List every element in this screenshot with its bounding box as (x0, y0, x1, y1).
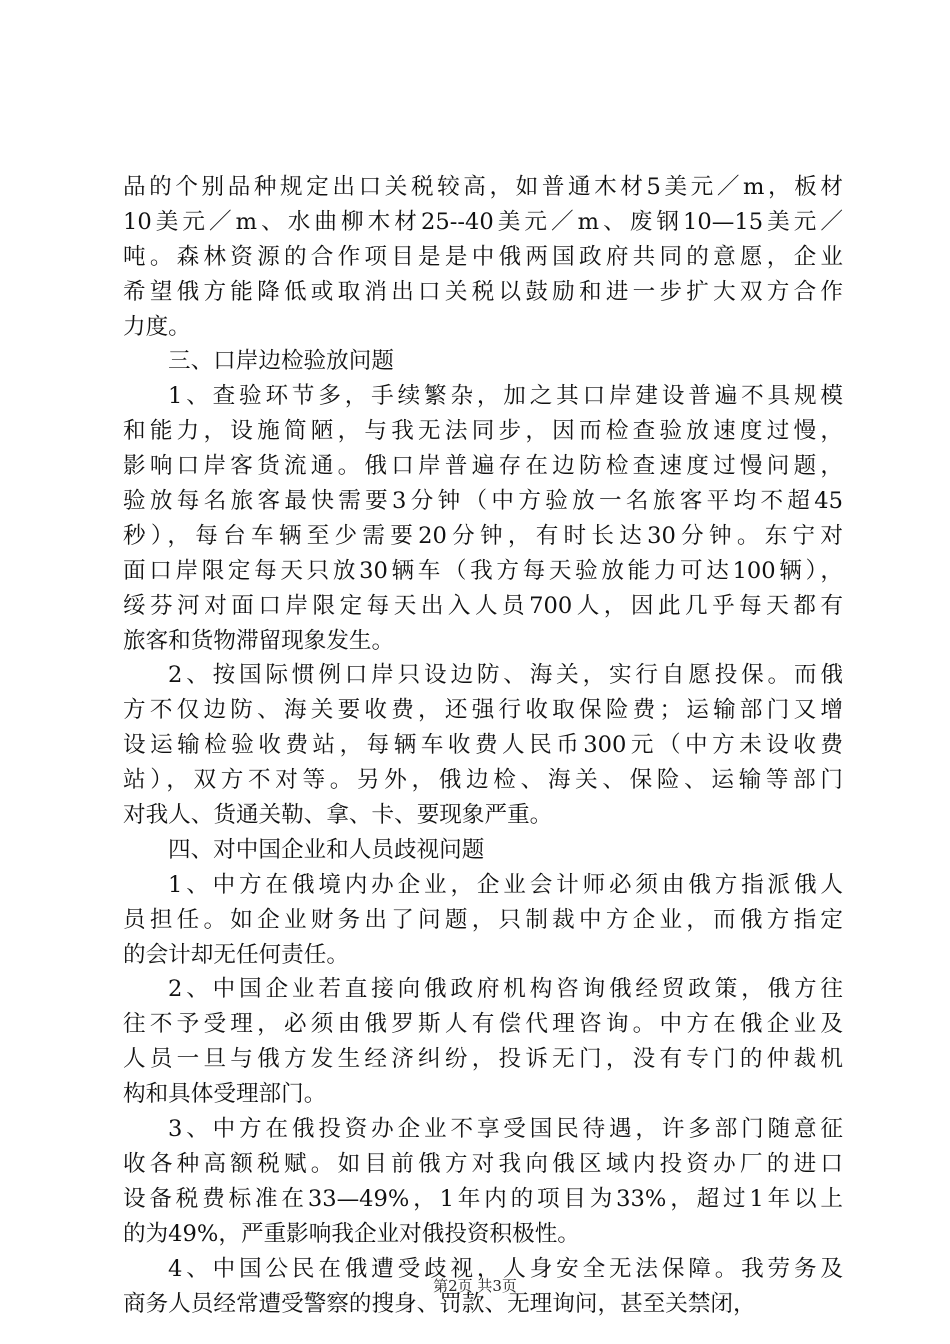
text-line: 面口岸限定每天只放30辆车（我方每天验放能力可达100辆）， (123, 557, 843, 584)
text-line: 3、中方在俄投资办企业不享受国民待遇，许多部门随意征 (168, 1116, 843, 1143)
text-line: 人员一旦与俄方发生经济纠纷，投诉无门，没有专门的仲裁机 (123, 1046, 843, 1073)
text-line: 的会计却无任何责任。 (123, 941, 349, 968)
text-line: 希望俄方能降低或取消出口关税以鼓励和进一步扩大双方合作 (123, 278, 843, 305)
text-line: 力度。 (123, 313, 191, 340)
text-line: 和能力，设施简陋，与我无法同步，因而检查验放速度过慢， (123, 418, 843, 445)
text-line: 1、查验环节多，手续繁杂，加之其口岸建设普遍不具规模 (168, 383, 843, 410)
text-line: 构和具体受理部门。 (123, 1081, 327, 1108)
text-line: 旅客和货物滞留现象发生。 (123, 627, 395, 654)
text-line: 2、按国际惯例口岸只设边防、海关，实行自愿投保。而俄 (168, 662, 843, 689)
text-line: 验放每名旅客最快需要3分钟（中方验放一名旅客平均不超45 (123, 488, 843, 515)
text-line: 往不予受理，必须由俄罗斯人有偿代理咨询。中方在俄企业及 (123, 1011, 843, 1038)
page-footer: 第2页 共3页 (433, 1277, 517, 1295)
text-line: 设运输检验收费站，每辆车收费人民币300元（中方未设收费 (123, 732, 843, 759)
text-line: 四、对中国企业和人员歧视问题 (168, 836, 485, 863)
text-line: 品的个别品种规定出口关税较高，如普通木材5美元／m，板材 (123, 174, 843, 200)
text-line: 站），双方不对等。另外，俄边检、海关、保险、运输等部门 (123, 767, 843, 794)
text-line: 吨。森林资源的合作项目是是中俄两国政府共同的意愿，企业 (123, 243, 843, 270)
text-line: 的为49%，严重影响我企业对俄投资积极性。 (123, 1220, 580, 1247)
text-line: 秒），每台车辆至少需要20分钟，有时长达30分钟。东宁对 (123, 522, 843, 549)
text-line: 员担任。如企业财务出了问题，只制裁中方企业，而俄方指定 (123, 906, 843, 933)
text-line: 收各种高额税赋。如目前俄方对我向俄区域内投资办厂的进口 (123, 1150, 843, 1177)
text-line: 三、口岸边检验放问题 (168, 348, 394, 375)
text-line: 对我人、货通关勒、拿、卡、要现象严重。 (123, 802, 553, 829)
document-body (123, 170, 843, 1321)
text-line: 影响口岸客货流通。俄口岸普遍存在边防检查速度过慢问题， (123, 453, 843, 480)
text-line: 商务人员经常遭受警察的搜身、罚款、无理询问，甚至关禁闭， (123, 1290, 756, 1317)
text-line: 4、中国公民在俄遭受歧视，人身安全无法保障。我劳务及 (168, 1255, 843, 1282)
text-line: 设备税费标准在33—49%，1年内的项目为33%，超过1年以上 (123, 1185, 843, 1212)
text-line: 10美元／m、水曲柳木材25--40美元／m、废钢10—15美元／ (123, 208, 843, 235)
text-line: 方不仅边防、海关要收费，还强行收取保险费；运输部门又增 (123, 697, 843, 724)
text-line: 2、中国企业若直接向俄政府机构咨询俄经贸政策，俄方往 (168, 976, 843, 1003)
text-line: 绥芬河对面口岸限定每天出入人员700人，因此几乎每天都有 (123, 592, 843, 619)
text-line: 1、中方在俄境内办企业，企业会计师必须由俄方指派俄人 (168, 871, 843, 898)
